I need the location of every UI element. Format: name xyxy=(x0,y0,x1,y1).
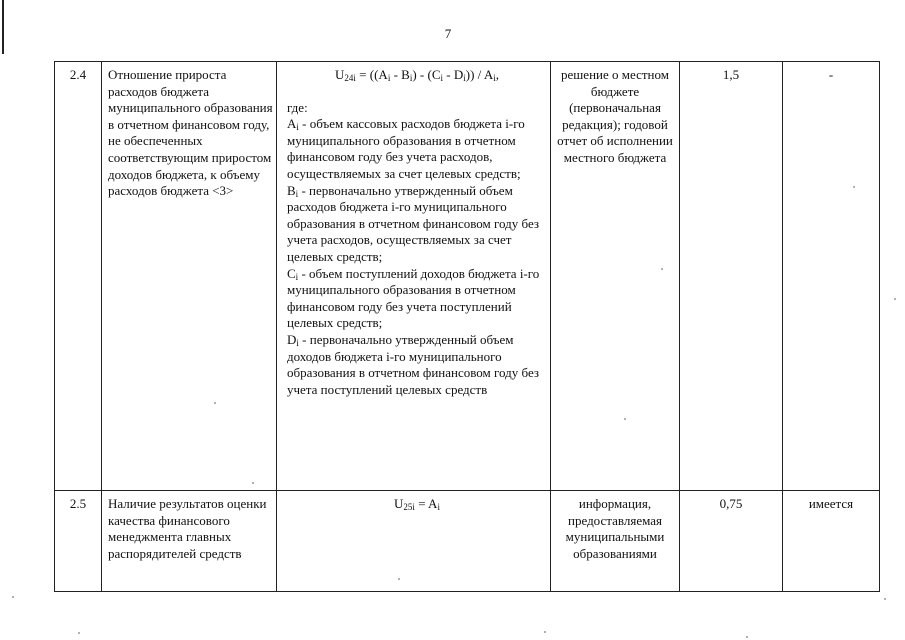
weight-value: 0,75 xyxy=(680,491,783,592)
data-source: информация, предоставляемая муниципальными образованиями xyxy=(551,491,680,592)
formula: $U_{25i} = A_i$ xyxy=(394,496,440,512)
scan-speck xyxy=(853,186,855,188)
scan-speck xyxy=(214,402,216,404)
formula-cell xyxy=(277,62,551,491)
target-value: - xyxy=(783,62,880,491)
weight-value: 1,5 xyxy=(680,62,783,491)
indicator-name: Отношение прироста расходов бюджета муниципального образования в отчетном финансовом году, не обеспеченных соответствующим приростом доходов бюджета, к объему расходов бюджета <3> xyxy=(102,62,277,491)
scan-speck xyxy=(661,268,663,270)
scan-speck xyxy=(884,598,886,600)
indicator-name: Наличие результатов оценки качества финансового менеджмента главных распорядителей средств xyxy=(102,491,277,592)
scan-speck xyxy=(78,632,80,634)
target-value: имеется xyxy=(783,491,880,592)
data-source: решение о местном бюджете (первоначальная редакция); годовой отчет об исполнении местного бюджета xyxy=(551,62,680,491)
scan-speck xyxy=(624,418,626,420)
definition-b: $B_i$ - первоначально утвержденный объем расходов бюджета i-го муниципального образования в отчетном финансовом году без учета расходов, осуществляемых за счет целевых средств; xyxy=(287,182,540,264)
row-number: 2.4 xyxy=(55,62,102,491)
scan-speck xyxy=(12,596,14,598)
table-row xyxy=(55,491,880,592)
table-row xyxy=(55,62,880,491)
formula-cell xyxy=(277,491,551,592)
row-number: 2.5 xyxy=(55,491,102,592)
scan-speck xyxy=(746,636,748,638)
where-label: где: xyxy=(287,99,308,115)
scan-speck xyxy=(894,298,896,300)
scan-edge-mark xyxy=(2,0,4,54)
definition-d: $D_i$ - первоначально утвержденный объем доходов бюджета i-го муниципального образования в отчетном финансовом году без учета поступлений целевых средств xyxy=(287,331,540,397)
scan-speck xyxy=(252,482,254,484)
definition-a: $A_i$ - объем кассовых расходов бюджета i-го муниципального образования в отчетном финансовом году без учета расходов, осуществляемых за счет целевых средств; xyxy=(287,116,525,181)
formula: $U_{24i} = ((A_i - B_i) - (C_i - D_i)) / A_i$, xyxy=(335,67,499,83)
page-number: 7 xyxy=(444,26,452,41)
scan-speck xyxy=(398,578,400,580)
definition-c: $C_i$ - объем поступлений доходов бюджета i-го муниципального образования в отчетном финансовом году без учета поступлений целевых средств; xyxy=(287,265,540,331)
indicator-table xyxy=(54,61,880,592)
scan-speck xyxy=(544,631,546,633)
